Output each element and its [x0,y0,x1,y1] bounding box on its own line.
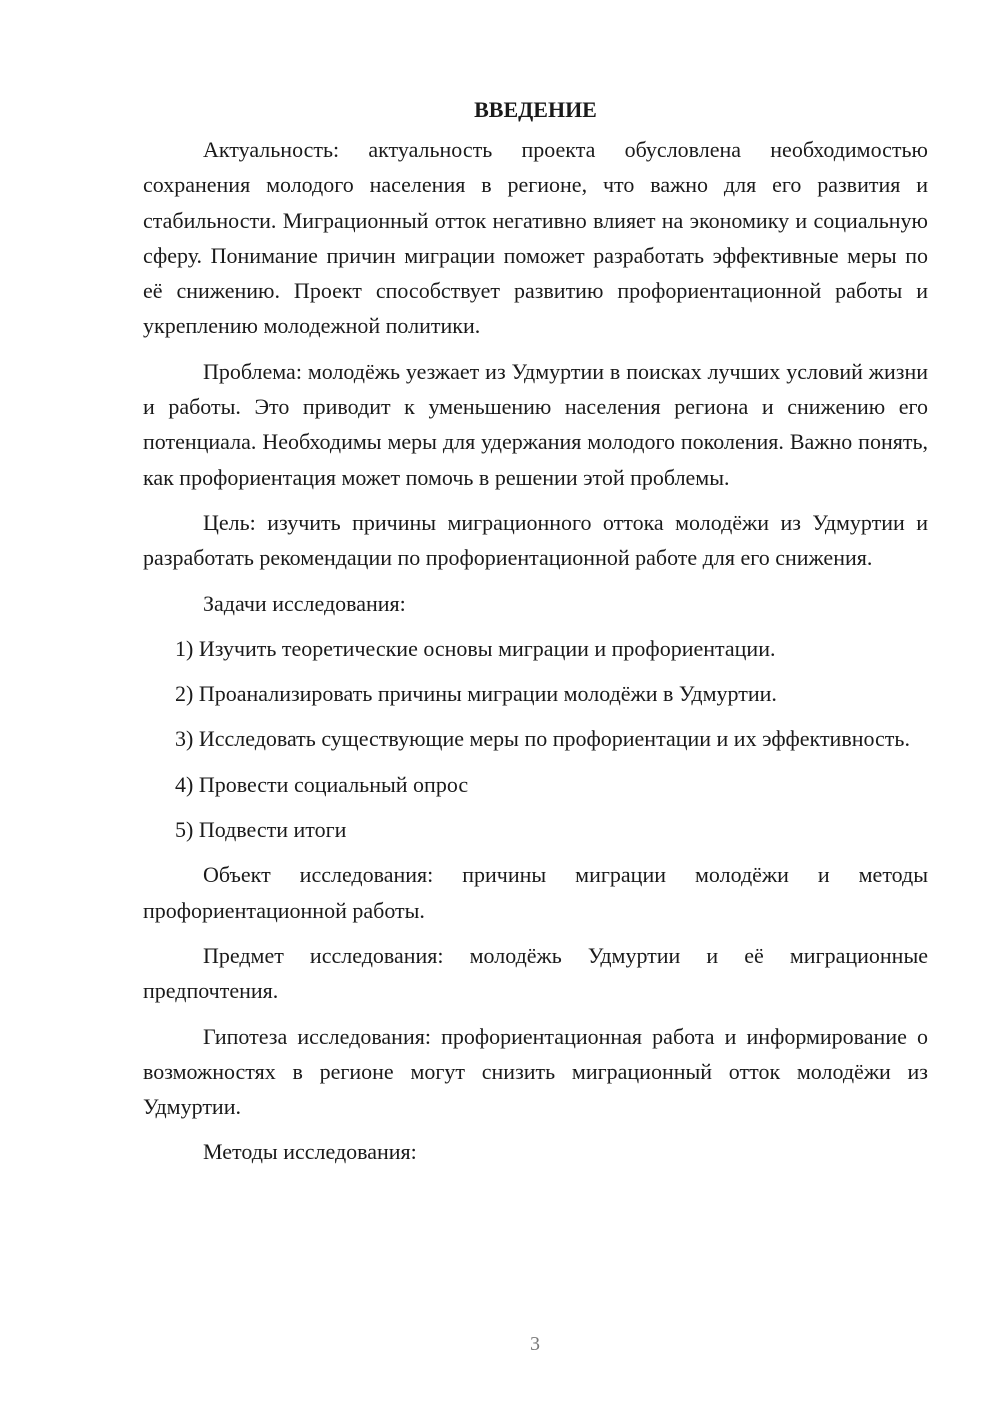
page-number: 3 [530,1333,540,1355]
task-item: 1) Изучить теоретические основы миграции и профориентации. [175,635,776,661]
paragraph-methods: Методы исследования: [203,1139,417,1165]
task-item: 2) Проанализировать причины миграции молодёжи в Удмуртии. [175,681,777,707]
document-page [143,94,928,1180]
paragraph-object: Объект исследования: причины миграции молодёжи и методы профориентационной работы. [143,862,928,923]
paragraph-goal: Цель: изучить причины миграционного оттока молодёжи из Удмуртии и разработать рекомендации по профориентационной работе для его снижения. [143,509,928,571]
section-heading: ВВЕДЕНИЕ [474,97,597,122]
paragraph-relevance: Актуальность: актуальность проекта обусловлена необходимостью сохранения молодого населения в регионе, что важно для его развития и стабильности. Миграционный отток негативно влияет на экономику и социальную сферу. Понимание причин миграции поможет разработать эффективные меры по её снижению. Проект способствует развитию профориентационной работы и укреплению молодежной политики. [143,137,928,339]
task-item: 5) Подвести итоги [175,817,347,843]
paragraph-problem: Проблема: молодёжь уезжает из Удмуртии в поисках лучших условий жизни и работы. Это приводит к уменьшению населения региона и снижению его потенциала. Необходимы меры для удержания молодого поколения. Важно понять, как профориентация может помочь в решении этой проблемы. [143,358,928,490]
task-item: 3) Исследовать существующие меры по профориентации и их эффективность. [175,726,910,752]
paragraph-tasks-title: Задачи исследования: [203,590,406,616]
task-item: 4) Провести социальный опрос [175,771,469,797]
paragraph-hypothesis: Гипотеза исследования: профориентационная работа и информирование о возможностях в регионе могут снизить миграционный отток молодёжи из Удмуртии. [143,1023,928,1120]
paragraph-subject: Предмет исследования: молодёжь Удмуртии и её миграционные предпочтения. [143,942,928,1004]
